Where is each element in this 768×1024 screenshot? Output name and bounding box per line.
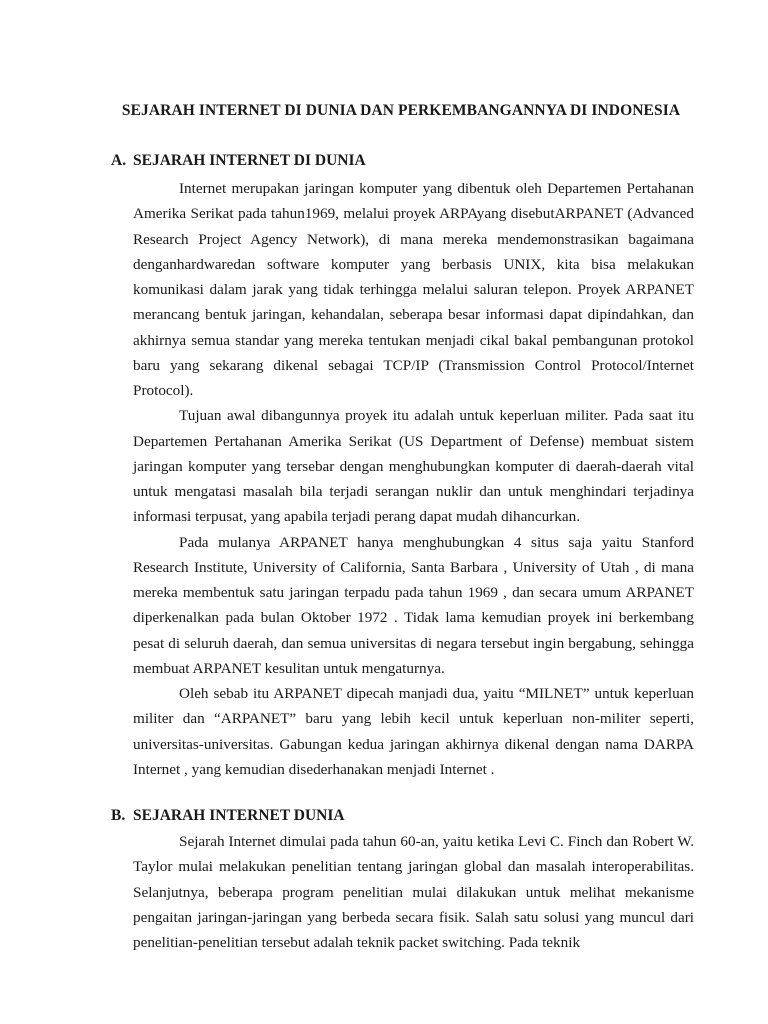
section-a-letter: A. — [111, 152, 127, 169]
document-title: SEJARAH INTERNET DI DUNIA DAN PERKEMBANGANNYA DI INDONESIA — [121, 102, 681, 119]
paragraph: Tujuan awal dibangunnya proyek itu adalah untuk keperluan militer. Pada saat itu Departemen Pertahanan Amerika Serikat (US Department of Defense) membuat sistem jaringan komputer yang tersebar dengan menghubungkan komputer di daerah-daerah vital untuk mengatasi masalah bila terjadi serangan nuklir dan untuk menghindari terjadinya informasi terpusat, yang apabila terjadi perang dapat mudah dihancurkan. — [133, 407, 694, 526]
paragraph: Internet merupakan jaringan komputer yang dibentuk oleh Departemen Pertahanan Amerika Serikat pada tahun1969, melalui proyek ARPAyang disebutARPANET (Advanced Research Project Agency Network), di mana mereka mendemonstrasikan bagaimana denganhardwaredan software komputer yang berbasis UNIX, kita bisa melakukan komunikasi dalam jarak yang tidak terhingga melalui saluran telepon. Proyek ARPANET merancang bentuk jaringan, kehandalan, seberapa besar informasi dapat dipindahkan, dan akhirnya semua standar yang mereka tentukan menjadi cikal bakal pembangunan protokol baru yang sekarang dikenal sebagai TCP/IP (Transmission Control Protocol/Internet Protocol). — [133, 180, 694, 399]
section-a-title: SEJARAH INTERNET DI DUNIA — [133, 152, 366, 169]
section-b-body — [133, 829, 694, 955]
paragraph: Sejarah Internet dimulai pada tahun 60-an, yaitu ketika Levi C. Finch dan Robert W. Taylor mulai melakukan penelitian tentang jaringan global dan masalah interoperabilitas. Selanjutnya, beberapa program penelitian mulai dilakukan untuk melihat mekanisme pengaitan jaringan-jaringan yang berbeda secara fisik. Salah satu solusi yang muncul dari penelitian-penelitian tersebut adalah teknik packet switching. Pada teknik — [133, 833, 694, 951]
paragraph: Oleh sebab itu ARPANET dipecah manjadi dua, yaitu “MILNET” untuk keperluan militer dan “ARPANET” baru yang lebih kecil untuk keperluan non-militer seperti, universitas-universitas. Gabungan kedua jaringan akhirnya dikenal dengan nama DARPA Internet , yang kemudian disederhanakan menjadi Internet . — [133, 685, 694, 778]
section-b-title: SEJARAH INTERNET DUNIA — [133, 807, 345, 824]
paragraph: Pada mulanya ARPANET hanya menghubungkan 4 situs saja yaitu Stanford Research Institute, University of California, Santa Barbara , University of Utah , di mana mereka membentuk satu jaringan terpadu pada tahun 1969 , dan secara umum ARPANET diperkenalkan pada bulan Oktober 1972 . Tidak lama kemudian proyek ini berkembang pesat di seluruh daerah, dan semua universitas di negara tersebut ingin bergabung, sehingga membuat ARPANET kesulitan untuk mengaturnya. — [133, 533, 694, 677]
section-b-letter: B. — [111, 807, 126, 824]
section-a-body — [133, 176, 694, 782]
section-b-heading — [111, 807, 345, 825]
section-a-heading — [111, 152, 366, 170]
